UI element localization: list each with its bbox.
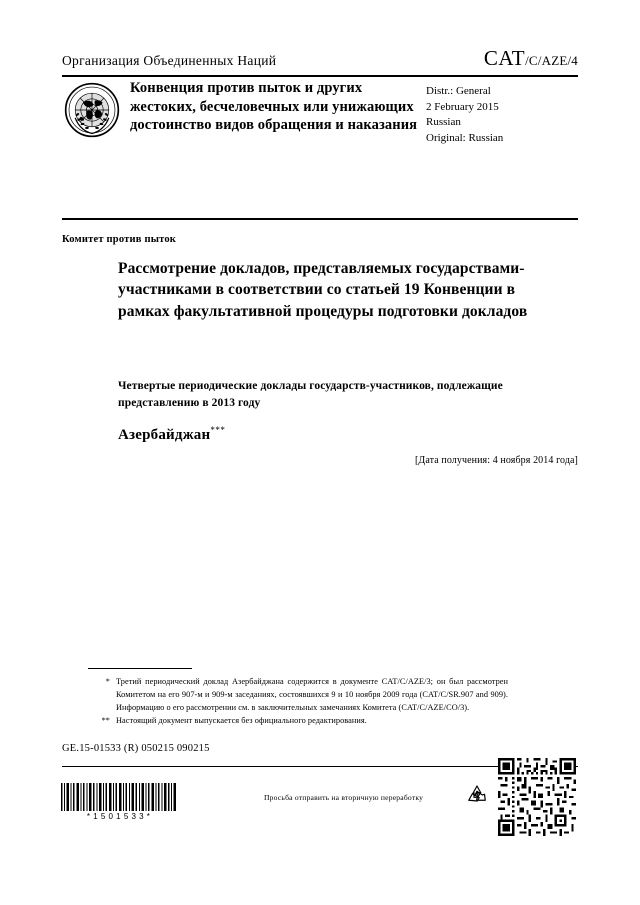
footnote-item xyxy=(88,714,508,727)
country-footnote-marks: *** xyxy=(210,425,226,435)
barcode-number: *1501533* xyxy=(86,812,154,821)
committee-name: Комитет против пыток xyxy=(62,234,177,245)
section-rule xyxy=(62,218,578,220)
recycle-notice: Просьба отправить на вторичную переработку xyxy=(264,793,424,802)
distribution-language: Russian xyxy=(426,116,461,129)
distribution-type: Distr.: General xyxy=(426,85,491,97)
document-symbol xyxy=(484,46,578,71)
received-date: [Дата получения: 4 ноября 2014 года] xyxy=(415,455,578,466)
document-symbol-sub: /C/AZE/4 xyxy=(525,53,578,68)
footnote-text: Настоящий документ выпускается без официального редактирования. xyxy=(116,716,367,726)
distribution-original: Original: Russian xyxy=(426,131,504,144)
footnote-mark: * xyxy=(105,677,110,686)
masthead-row xyxy=(62,46,578,71)
footnote-mark: ** xyxy=(101,716,110,726)
footnotes xyxy=(88,675,508,727)
convention-title: Конвенция против пыток и других жестоких, бесчеловечных или унижающих достоинство видов обращения и наказания xyxy=(130,80,418,134)
footnote-item xyxy=(88,675,508,714)
country-name: Азербайджан xyxy=(118,427,211,443)
footnote-separator xyxy=(88,668,192,669)
convention-block xyxy=(62,76,578,188)
country-heading xyxy=(118,425,225,444)
report-subtitle: Четвертые периодические доклады государств-участников, подлежащие представлению в 2013 году xyxy=(118,380,503,409)
un-emblem-icon xyxy=(64,82,120,138)
footnote-text: Третий периодический доклад Азербайджана содержится в документе CAT/C/AZE/3; он был рассмотрен Комитетом на его 907-м и 909-м заседаниях, состоявшихся 9 и 10 ноября 2009 года (CAT/C/SR.907 and 909). Информацию о его рассмотрении см. в заключительных замечаниях Комитета (CAT/C/AZE/CO/3). xyxy=(116,677,508,713)
document-symbol-main: CAT xyxy=(483,46,526,70)
distribution-block xyxy=(426,76,578,146)
page-title: Рассмотрение докладов, представляемых государствами-участниками в соответствии со статьей 19 Конвенции в рамках факультативной процедуры подготовки докладов xyxy=(118,260,528,320)
distribution-date: 2 February 2015 xyxy=(426,100,499,113)
masthead xyxy=(62,46,578,77)
document-code: GE.15-01533 (R) 050215 090215 xyxy=(62,743,210,754)
organization-name: Организация Объединенных Наций xyxy=(62,53,277,68)
barcode xyxy=(60,783,180,821)
recycle-icon xyxy=(465,783,489,807)
qr-code xyxy=(498,758,576,836)
